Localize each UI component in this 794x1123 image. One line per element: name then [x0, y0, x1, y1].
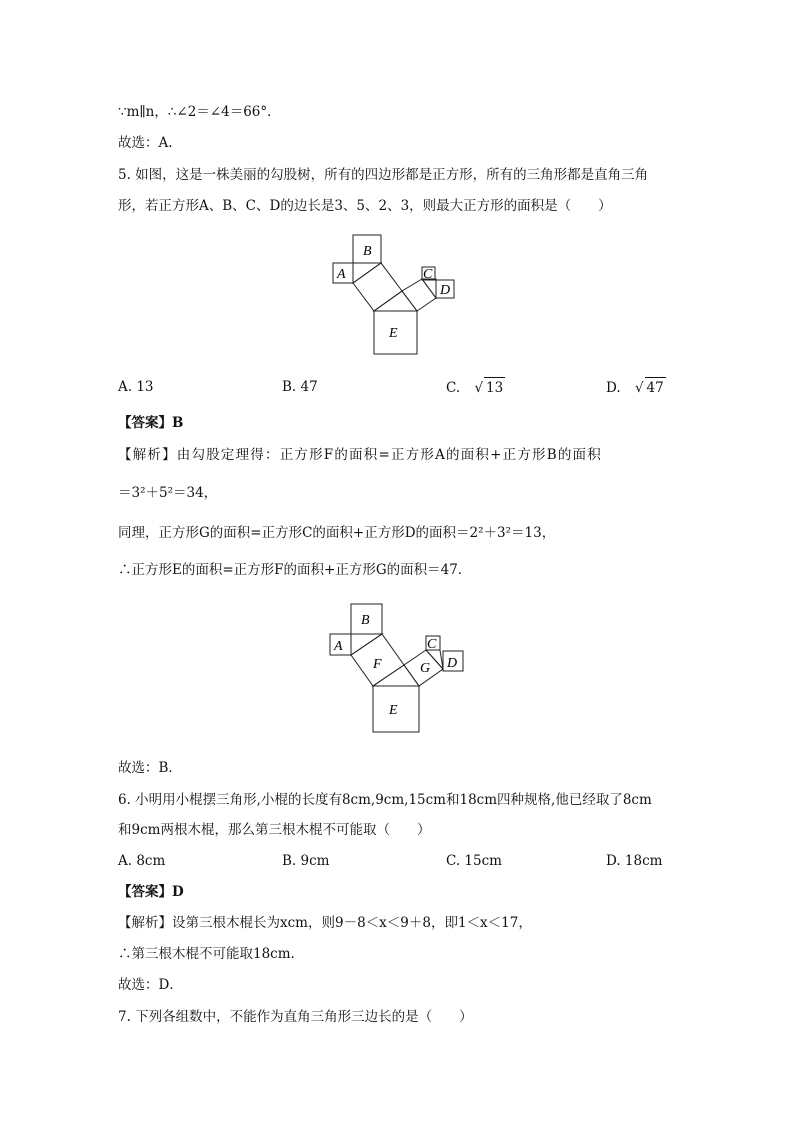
explanation-5-line-2: ＝3²＋5²＝34，	[118, 485, 218, 501]
option-5-b: B. 47	[282, 379, 318, 395]
label-c: C	[427, 637, 437, 652]
sqrt-icon: √	[634, 380, 644, 396]
label-e: E	[389, 703, 398, 718]
label-b: B	[363, 244, 372, 259]
question-5-line-2: 形，若正方形A、B、C、D的边长是3、5、2、3，则最大正方形的面积是（ ）	[118, 198, 612, 214]
selection-6: 故选：D．	[118, 977, 183, 993]
label-a: A	[337, 267, 346, 282]
question-6-line-2: 和9cm两根木棍，那么第三根木棍不可能取（ ）	[118, 822, 431, 838]
label-c: C	[423, 267, 433, 282]
explanation-5-line-4: ∴正方形E的面积=正方形F的面积+正方形G的面积＝47．	[118, 562, 472, 578]
question-7: 7. 下列各组数中，不能作为直角三角形三边长的是（ ）	[118, 1009, 473, 1025]
selection-5: 故选：B．	[118, 760, 182, 776]
label-d: D	[440, 283, 451, 298]
triangle-top	[353, 263, 381, 283]
option-6-a: A. 8cm	[118, 853, 166, 869]
pythagoras-tree-figure	[328, 230, 468, 360]
square-f	[353, 263, 402, 311]
triangle-top	[351, 634, 382, 655]
label-d: D	[447, 656, 458, 671]
option-5-a: A. 13	[118, 379, 154, 395]
label-f: F	[373, 657, 382, 672]
option-5-c	[446, 377, 505, 398]
option-5-d-label: D.	[606, 380, 621, 396]
label-g: G	[420, 661, 431, 676]
option-5-c-label: C.	[446, 380, 461, 396]
option-6-c: C. 15cm	[446, 853, 502, 869]
explanation-5-line-3: 同理，正方形G的面积=正方形C的面积+正方形D的面积＝2²＋3²＝13，	[118, 525, 556, 541]
option-6-b: B. 9cm	[282, 853, 330, 869]
answer-6: 【答案】D	[118, 884, 184, 900]
explanation-6-line-2: ∴第三根木棍不可能取18cm.	[118, 946, 295, 962]
option-6-d: D. 18cm	[606, 853, 663, 869]
text-line-parallel: ∵m∥n，∴∠2＝∠4＝66°．	[118, 104, 281, 120]
option-5-c-radicand: 13	[484, 377, 505, 398]
square-g	[402, 279, 436, 311]
question-5-line-1: 5. 如图，这是一株美丽的勾股树，所有的四边形都是正方形，所有的三角形都是直角三角	[118, 167, 649, 183]
explanation-5-line-1: 【解析】由勾股定理得：正方形F的面积=正方形A的面积+正方形B的面积	[118, 447, 602, 463]
question-6-line-1: 6. 小明用小棍摆三角形,小棍的长度有8cm,9cm,15cm和18cm四种规格,他已经取了8cm	[118, 792, 652, 808]
answer-5: 【答案】B	[118, 415, 184, 431]
pythagoras-tree-figure-labeled	[326, 600, 471, 735]
sqrt-icon: √	[474, 380, 484, 396]
label-a: A	[334, 639, 343, 654]
label-e: E	[389, 326, 398, 341]
option-5-d	[606, 377, 666, 398]
triangle-main	[374, 291, 417, 311]
explanation-6-line-1: 【解析】设第三根木棍长为xcm，则9－8＜x＜9＋8，即1＜x＜17，	[118, 915, 532, 931]
text-line-choice-a: 故选：A.	[118, 135, 173, 151]
label-b: B	[361, 613, 370, 628]
option-5-d-radicand: 47	[645, 377, 666, 398]
